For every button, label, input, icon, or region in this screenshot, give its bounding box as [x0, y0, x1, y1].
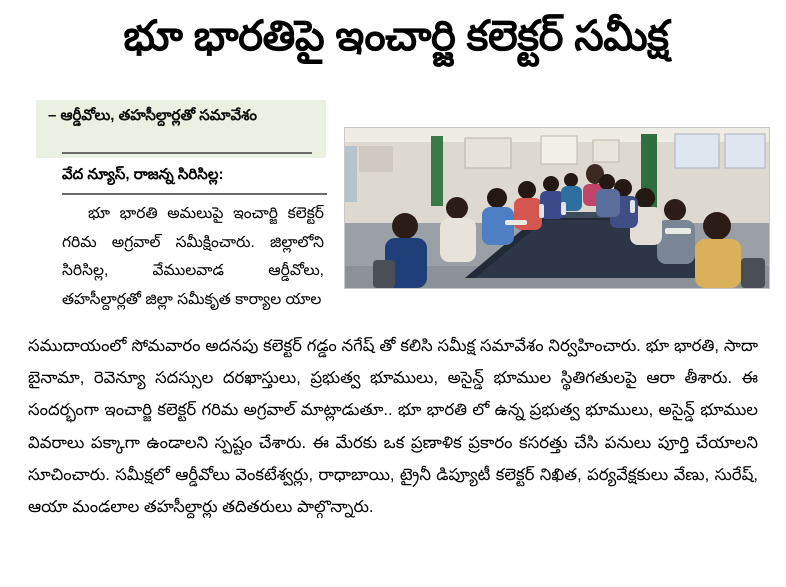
article-body-column	[62, 200, 324, 315]
page-title: భూ భారతిపై ఇంచార్జి కలెక్టర్ సమీక్ష	[123, 12, 669, 59]
article-body-full	[28, 330, 758, 523]
meeting-room-illustration	[345, 128, 769, 288]
article-paragraph-2: సముదాయంలో సోమవారం అదనపు కలెక్టర్ గడ్డం నగేష్ తో కలిసి సమీక్ష సమావేశం నిర్వహించారు. భూ భారతి, సాదా బైనామా, రెవెన్యూ సదస్సుల దరఖాస్తులు, ప్రభుత్వ భూములు, అసైన్డ్ భూముల స్థితిగతులపై ఆరా తీశారు. ఈ సందర్భంగా ఇంచార్జి కలెక్టర్ గరిమ అగ్రవాల్ మాట్లాడుతూ.. భూ భారతి లో ఉన్న ప్రభుత్వ భూములు, అసైన్డ్ భూముల వివరాలు పక్కాగా ఉండాలని స్పష్టం చేశారు. ఈ మేరకు ఒక ప్రణాళిక ప్రకారం కసరత్తు చేసి పనులు పూర్తి చేయాలని సూచించారు. సమీక్షలో ఆర్డీవోలు వెంకటేశ్వర్లు, రాధాబాయి, ట్రైనీ డిప్యూటీ కలెక్టర్ నిఖిత, పర్యవేక్షకులు వేణు, సురేష్, ఆయా మండలాల తహసీల్దార్లు తదితరులు పాల్గొన్నారు.	[28, 337, 758, 516]
subheadline: – ఆర్డీవోలు, తహసీల్దార్లతో సమావేశం	[48, 107, 257, 124]
article-photo	[344, 127, 770, 289]
divider-rule	[62, 152, 312, 154]
article-body-text-1: భూ భారతి అమలుపై ఇంచార్జి కలెక్టర్ గరిమ అగ్రవాల్ సమీక్షించారు. జిల్లాలోని సిరిసిల్ల, వేములవాడ ఆర్డీవోలు, తహసీల్దార్లతో జిల్లా సమీకృత కార్యాల యాల	[62, 205, 324, 309]
byline: వేద న్యూస్, రాజన్న సిరిసిల్ల:	[62, 166, 327, 195]
article-paragraph-1	[62, 200, 324, 315]
